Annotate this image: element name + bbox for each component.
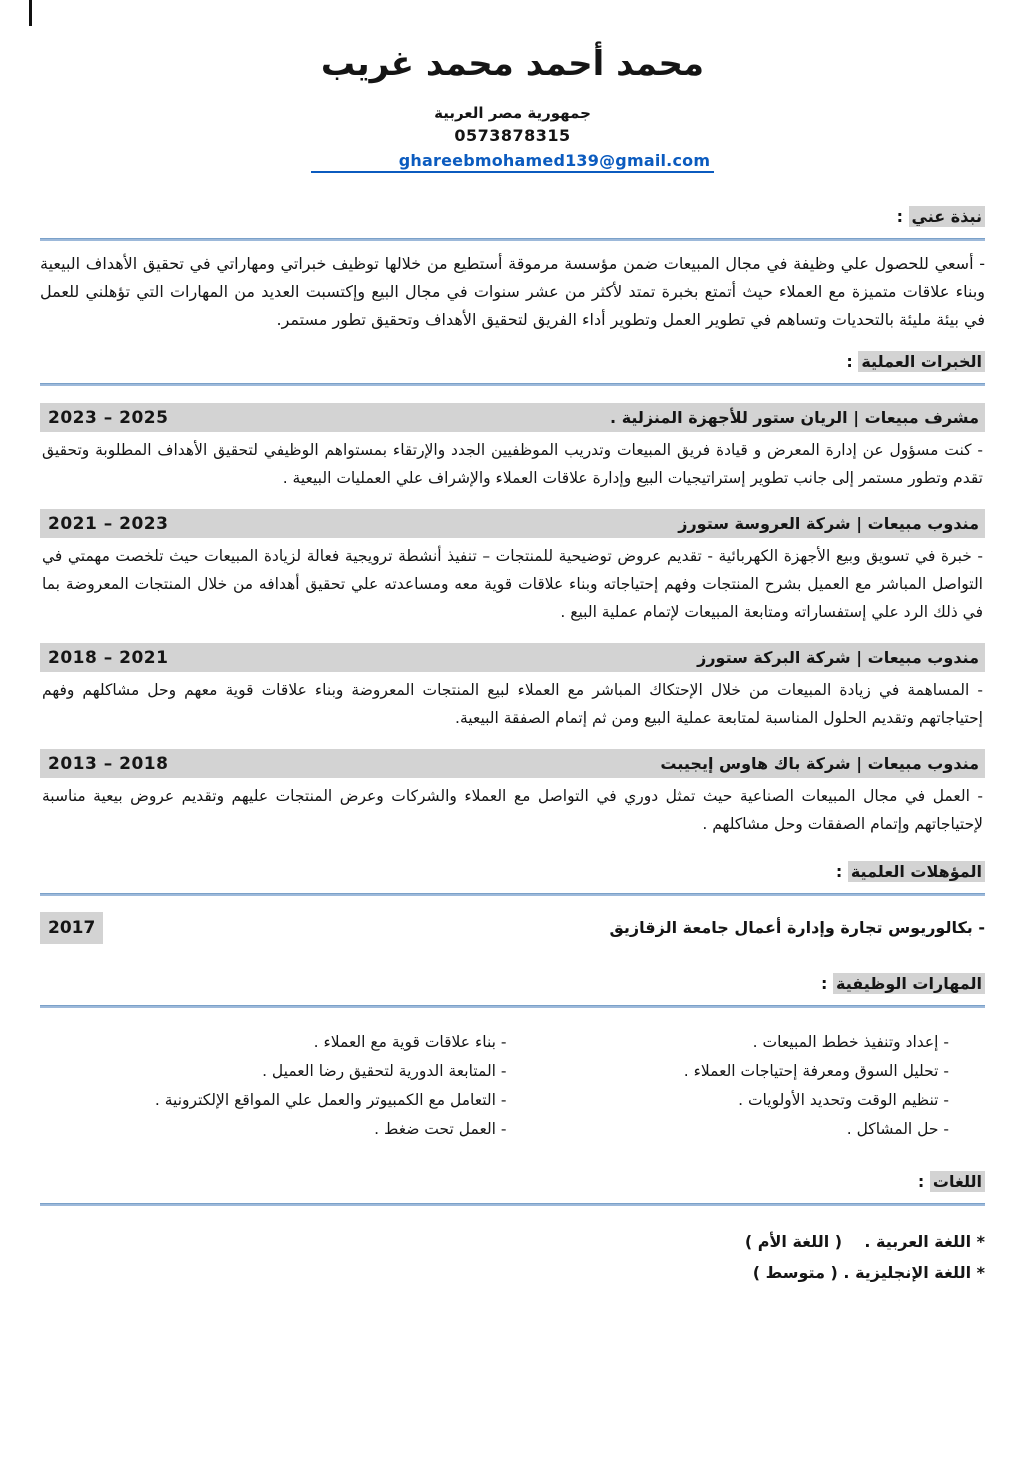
languages-divider [40, 1203, 985, 1206]
page-corner-mark [29, 0, 32, 26]
about-heading-label: نبذة عني [909, 206, 985, 227]
education-heading-colon: : [835, 862, 843, 881]
job-description: - كنت مسؤول عن إدارة المعرض و قيادة فريق المبيعات وتدريب الموظفيين الجدد والإرتقاء بمستواهم الوظيفي لتحقيق الأهداف المطلوبة وتحقيق تقدم وتطور مستمر إلى جانب تطوير إستراتيجيات البيع وإدارة علاقات العملاء والإشراف علي العمليات البيعية . [42, 441, 983, 487]
candidate-name: محمد أحمد محمد غريب [320, 44, 705, 84]
about-heading [40, 205, 985, 229]
education-row [40, 912, 985, 944]
job-dates: 2013 – 2018 [48, 753, 169, 774]
skills-divider [40, 1005, 985, 1008]
skills-grid [40, 1028, 985, 1144]
skill-item: - حل المشاكل . [846, 1120, 949, 1138]
job-description: - خبرة في تسويق وبيع الأجهزة الكهربائية - تقديم عروض توضيحية للمنتجات – تنفيذ أنشطة ترويجية فعالة لزيادة المبيعات حيث تلخصت مهمتي في التواصل المباشر مع العميل بشرح المنتجات وفهم إحتياجاته وبناء علاقات قوية معه ومساعدته علي تحقيق أهدافه من خلال المنتجات المعروضة بما في ذلك الرد علي إستفساراته ومتابعة المبيعات لإتمام عملية البيع . [42, 547, 983, 621]
skill-item: - المتابعة الدورية لتحقيق رضا العميل . [262, 1062, 507, 1080]
language-item: * اللغة العربية . ( اللغة الأم ) [744, 1232, 985, 1251]
skill-item: - تحليل السوق ومعرفة إحتياجات العملاء . [683, 1062, 949, 1080]
email-underline [311, 151, 714, 173]
skills-column-left [40, 1028, 513, 1144]
section-about [40, 205, 985, 334]
degree-year: 2017 [40, 912, 103, 944]
skill-item: - إعداد وتنفيذ خطط المبيعات . [752, 1033, 949, 1051]
skills-heading [40, 972, 985, 996]
skills-column-right [513, 1028, 986, 1144]
section-skills [40, 972, 985, 1144]
job-description: - العمل في مجال المبيعات الصناعية حيث تمثل دوري في التواصل مع العملاء والشركات وعرض المنتجات عليهم وتقديم عروض بيعية مناسبة لإحتياجاتهم وإتمام الصفقات وحل مشاكلهم . [42, 787, 983, 833]
job-title: مندوب مبيعات | شركة باك هاوس إيجيبت [660, 754, 979, 773]
about-text: - أسعي للحصول علي وظيفة في مجال المبيعات ضمن مؤسسة مرموقة أستطيع من خلالها توظيف خبراتي ومهاراتي في تحقيق الأهداف البيعية وبناء علاقات متميزة مع العملاء حيث أتمتع بخبرة تمتد لأكثر من عشر سنوات في مجال البيع وإكتسبت العديد من المهارات التي تؤهلني للعمل في بيئة مليئة بالتحديات وتساهم في تطوير العمل وتطوير أداء الفريق لتحقيق الأهداف وتحقيق تطور مستمر. [40, 254, 985, 329]
about-heading-colon: : [896, 207, 903, 226]
candidate-phone: 0573878315 [454, 126, 571, 145]
education-divider [40, 893, 985, 896]
experience-heading-label: الخبرات العملية [858, 351, 985, 372]
job-title: مندوب مبيعات | شركة البركة ستورز [697, 648, 979, 667]
job-dates: 2021 – 2023 [48, 513, 169, 534]
experience-heading-colon: : [846, 352, 853, 371]
job-dates: 2023 – 2025 [48, 407, 169, 428]
skill-item: - تنظيم الوقت وتحديد الأولويات . [738, 1091, 949, 1109]
job-header-backhouse-egypt [40, 749, 985, 778]
education-heading-label: المؤهلات العلمية [848, 861, 985, 882]
section-experience [40, 350, 985, 838]
languages-list [40, 1226, 985, 1288]
email-row [40, 151, 985, 173]
skill-item: - التعامل مع الكمبيوتر والعمل علي المواقع الإلكترونية . [154, 1091, 507, 1109]
email-link[interactable]: ghareebmohamed139@gmail.com [398, 151, 711, 170]
skills-heading-colon: : [821, 974, 828, 993]
job-description: - المساهمة في زيادة المبيعات من خلال الإحتكاك المباشر مع العملاء لبيع المنتجات المعروضة وبناء علاقات قوية معهم وحل مشاكلهم وفهم إحتياجاتهم وتقديم الحلول المناسبة لمتابعة عملية البيع ومن ثم إتمام الصفقة البيعية. [42, 681, 983, 727]
language-item: * اللغة الإنجليزية . ( متوسط ) [752, 1263, 985, 1282]
job-dates: 2018 – 2021 [48, 647, 169, 668]
skill-item: - العمل تحت ضغط . [374, 1120, 507, 1138]
candidate-location: جمهورية مصر العربية [434, 104, 591, 122]
about-divider [40, 238, 985, 241]
languages-heading [40, 1170, 985, 1194]
experience-divider [40, 383, 985, 386]
job-title: مشرف مبيعات | الريان ستور للأجهزة المنزلية . [610, 408, 979, 427]
job-header-aroosa-stores [40, 509, 985, 538]
education-heading [40, 860, 985, 884]
job-title: مندوب مبيعات | شركة العروسة ستورز [678, 514, 979, 533]
section-education [40, 860, 985, 944]
skills-heading-label: المهارات الوظيفية [833, 973, 985, 994]
degree-title: - بكالوريوس تجارة وإدارة أعمال جامعة الزقازيق [609, 918, 985, 937]
experience-heading [40, 350, 985, 374]
skill-item: - بناء علاقات قوية مع العملاء . [313, 1033, 507, 1051]
section-languages [40, 1170, 985, 1288]
languages-heading-label: اللغات [930, 1171, 985, 1192]
job-header-rayan-store [40, 403, 985, 432]
job-header-baraka-stores [40, 643, 985, 672]
languages-heading-colon: : [917, 1172, 925, 1191]
